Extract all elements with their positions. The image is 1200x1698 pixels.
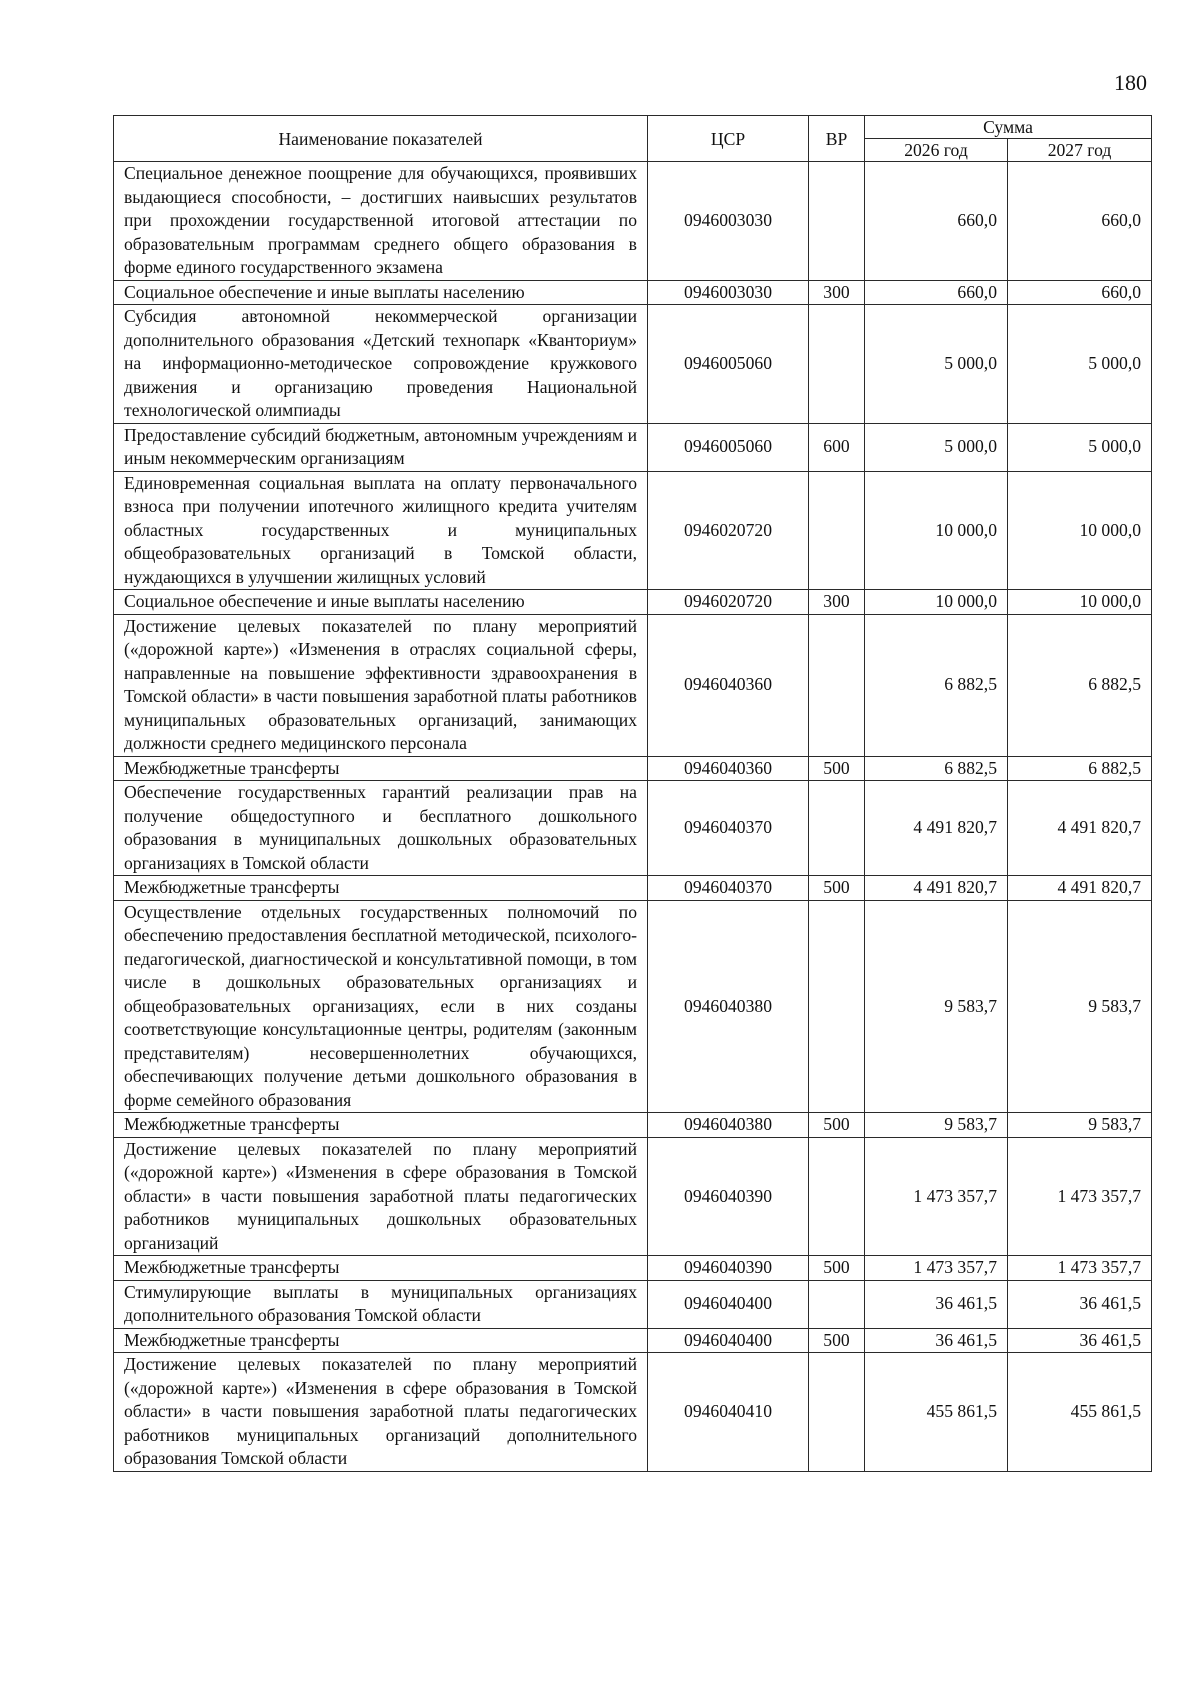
cell-amount-2027: 36 461,5 bbox=[1008, 1328, 1152, 1353]
cell-name: Межбюджетные трансферты bbox=[114, 1113, 648, 1138]
cell-code: 0946005060 bbox=[648, 305, 809, 424]
cell-code: 0946040400 bbox=[648, 1280, 809, 1328]
cell-amount-2026: 10 000,0 bbox=[865, 471, 1008, 590]
cell-code: 0946040390 bbox=[648, 1256, 809, 1281]
cell-name: Субсидия автономной некоммерческой организации дополнительного образования «Детский технопарк «Кванториум» на информационно-методическое сопровождение кружкового движения и организацию проведения Национальной технологической олимпиады bbox=[114, 305, 648, 424]
cell-amount-2027: 6 882,5 bbox=[1008, 756, 1152, 781]
table-row bbox=[114, 756, 1152, 781]
table-row bbox=[114, 781, 1152, 876]
cell-name: Осуществление отдельных государственных полномочий по обеспечению предоставления бесплатной методической, психолого-педагогической, диагностической и консультативной помощи, в том числе в дошкольных образовательных организациях и общеобразовательных организациях, если в них созданы соответствующие консультационные центры, родителям (законным представителям) несовершеннолетних обучающихся, обеспечивающих получение детьми дошкольного образования в форме семейного образования bbox=[114, 900, 648, 1113]
cell-vr bbox=[809, 900, 865, 1113]
table-row bbox=[114, 280, 1152, 305]
cell-vr: 500 bbox=[809, 1113, 865, 1138]
cell-vr bbox=[809, 1280, 865, 1328]
cell-vr: 300 bbox=[809, 590, 865, 615]
cell-vr bbox=[809, 305, 865, 424]
cell-name: Специальное денежное поощрение для обучающихся, проявивших выдающиеся способности, – достигших наивысших результатов при прохождении государственной итоговой аттестации по образовательным программам среднего общего образования в форме единого государственного экзамена bbox=[114, 162, 648, 281]
cell-amount-2026: 660,0 bbox=[865, 162, 1008, 281]
cell-vr: 500 bbox=[809, 756, 865, 781]
cell-vr bbox=[809, 1353, 865, 1472]
cell-name: Достижение целевых показателей по плану мероприятий («дорожной карте») «Изменения в отраслях социальной сферы, направленные на повышение эффективности здравоохранения в Томской области» в части повышения заработной платы работников муниципальных образовательных организаций, занимающих должности среднего медицинского персонала bbox=[114, 614, 648, 756]
cell-vr: 300 bbox=[809, 280, 865, 305]
table-row bbox=[114, 162, 1152, 281]
cell-vr: 500 bbox=[809, 1256, 865, 1281]
cell-code: 0946040400 bbox=[648, 1328, 809, 1353]
cell-amount-2027: 5 000,0 bbox=[1008, 305, 1152, 424]
cell-amount-2026: 660,0 bbox=[865, 280, 1008, 305]
cell-code: 0946040410 bbox=[648, 1353, 809, 1472]
cell-amount-2027: 9 583,7 bbox=[1008, 1113, 1152, 1138]
cell-name: Обеспечение государственных гарантий реализации прав на получение общедоступного и бесплатного дошкольного образования в муниципальных дошкольных образовательных организациях в Томской области bbox=[114, 781, 648, 876]
table-row bbox=[114, 1113, 1152, 1138]
cell-amount-2027: 5 000,0 bbox=[1008, 423, 1152, 471]
header-year-2027: 2027 год bbox=[1008, 139, 1152, 162]
cell-amount-2026: 455 861,5 bbox=[865, 1353, 1008, 1472]
cell-amount-2027: 1 473 357,7 bbox=[1008, 1137, 1152, 1256]
header-year-2026: 2026 год bbox=[865, 139, 1008, 162]
cell-amount-2027: 9 583,7 bbox=[1008, 900, 1152, 1113]
table-row bbox=[114, 590, 1152, 615]
table-row bbox=[114, 1137, 1152, 1256]
table-row bbox=[114, 1328, 1152, 1353]
cell-vr: 600 bbox=[809, 423, 865, 471]
cell-name: Предоставление субсидий бюджетным, автономным учреждениям и иным некоммерческим организациям bbox=[114, 423, 648, 471]
cell-name: Социальное обеспечение и иные выплаты населению bbox=[114, 280, 648, 305]
budget-table bbox=[113, 115, 1152, 1472]
cell-code: 0946040380 bbox=[648, 1113, 809, 1138]
table-row bbox=[114, 614, 1152, 756]
cell-vr: 500 bbox=[809, 876, 865, 901]
cell-amount-2026: 9 583,7 bbox=[865, 900, 1008, 1113]
header-vr: ВР bbox=[809, 116, 865, 162]
cell-code: 0946020720 bbox=[648, 590, 809, 615]
table-body bbox=[114, 162, 1152, 1472]
table-row bbox=[114, 1280, 1152, 1328]
cell-code: 0946040360 bbox=[648, 756, 809, 781]
table-row bbox=[114, 305, 1152, 424]
cell-vr: 500 bbox=[809, 1328, 865, 1353]
page-number: 180 bbox=[1114, 70, 1147, 95]
cell-amount-2027: 6 882,5 bbox=[1008, 614, 1152, 756]
cell-vr bbox=[809, 781, 865, 876]
cell-amount-2026: 6 882,5 bbox=[865, 614, 1008, 756]
cell-name: Достижение целевых показателей по плану мероприятий («дорожной карте») «Изменения в сфере образования в Томской области» в части повышения заработной платы педагогических работников муниципальных организаций дополнительного образования Томской области bbox=[114, 1353, 648, 1472]
cell-name: Межбюджетные трансферты bbox=[114, 756, 648, 781]
cell-amount-2026: 6 882,5 bbox=[865, 756, 1008, 781]
cell-amount-2026: 4 491 820,7 bbox=[865, 781, 1008, 876]
cell-vr bbox=[809, 162, 865, 281]
cell-name: Межбюджетные трансферты bbox=[114, 876, 648, 901]
cell-amount-2026: 10 000,0 bbox=[865, 590, 1008, 615]
cell-code: 0946040360 bbox=[648, 614, 809, 756]
cell-amount-2027: 660,0 bbox=[1008, 280, 1152, 305]
table-row bbox=[114, 900, 1152, 1113]
table-row bbox=[114, 876, 1152, 901]
cell-code: 0946020720 bbox=[648, 471, 809, 590]
cell-name: Стимулирующие выплаты в муниципальных организациях дополнительного образования Томской области bbox=[114, 1280, 648, 1328]
cell-name: Единовременная социальная выплата на оплату первоначального взноса при получении ипотечного жилищного кредита учителям областных государственных и муниципальных общеобразовательных организаций в Томской области, нуждающихся в улучшении жилищных условий bbox=[114, 471, 648, 590]
cell-name: Межбюджетные трансферты bbox=[114, 1256, 648, 1281]
cell-vr bbox=[809, 614, 865, 756]
cell-amount-2026: 5 000,0 bbox=[865, 305, 1008, 424]
cell-amount-2026: 1 473 357,7 bbox=[865, 1256, 1008, 1281]
cell-amount-2027: 455 861,5 bbox=[1008, 1353, 1152, 1472]
cell-amount-2027: 4 491 820,7 bbox=[1008, 781, 1152, 876]
cell-amount-2026: 5 000,0 bbox=[865, 423, 1008, 471]
table-row bbox=[114, 471, 1152, 590]
table-row bbox=[114, 1353, 1152, 1472]
cell-code: 0946040390 bbox=[648, 1137, 809, 1256]
cell-amount-2027: 10 000,0 bbox=[1008, 590, 1152, 615]
table-row bbox=[114, 1256, 1152, 1281]
header-name: Наименование показателей bbox=[114, 116, 648, 162]
header-code: ЦСР bbox=[648, 116, 809, 162]
cell-amount-2027: 10 000,0 bbox=[1008, 471, 1152, 590]
cell-vr bbox=[809, 1137, 865, 1256]
cell-amount-2026: 1 473 357,7 bbox=[865, 1137, 1008, 1256]
cell-amount-2027: 1 473 357,7 bbox=[1008, 1256, 1152, 1281]
cell-code: 0946003030 bbox=[648, 280, 809, 305]
cell-amount-2027: 4 491 820,7 bbox=[1008, 876, 1152, 901]
cell-amount-2027: 660,0 bbox=[1008, 162, 1152, 281]
cell-amount-2026: 36 461,5 bbox=[865, 1280, 1008, 1328]
cell-code: 0946040380 bbox=[648, 900, 809, 1113]
cell-name: Достижение целевых показателей по плану мероприятий («дорожной карте») «Изменения в сфере образования в Томской области» в части повышения заработной платы педагогических работников муниципальных дошкольных образовательных организаций bbox=[114, 1137, 648, 1256]
cell-code: 0946040370 bbox=[648, 781, 809, 876]
cell-code: 0946005060 bbox=[648, 423, 809, 471]
cell-amount-2026: 4 491 820,7 bbox=[865, 876, 1008, 901]
cell-code: 0946040370 bbox=[648, 876, 809, 901]
cell-amount-2026: 36 461,5 bbox=[865, 1328, 1008, 1353]
cell-amount-2026: 9 583,7 bbox=[865, 1113, 1008, 1138]
cell-name: Социальное обеспечение и иные выплаты населению bbox=[114, 590, 648, 615]
cell-code: 0946003030 bbox=[648, 162, 809, 281]
header-sum: Сумма bbox=[865, 116, 1152, 139]
cell-name: Межбюджетные трансферты bbox=[114, 1328, 648, 1353]
cell-vr bbox=[809, 471, 865, 590]
table-row bbox=[114, 423, 1152, 471]
cell-amount-2027: 36 461,5 bbox=[1008, 1280, 1152, 1328]
